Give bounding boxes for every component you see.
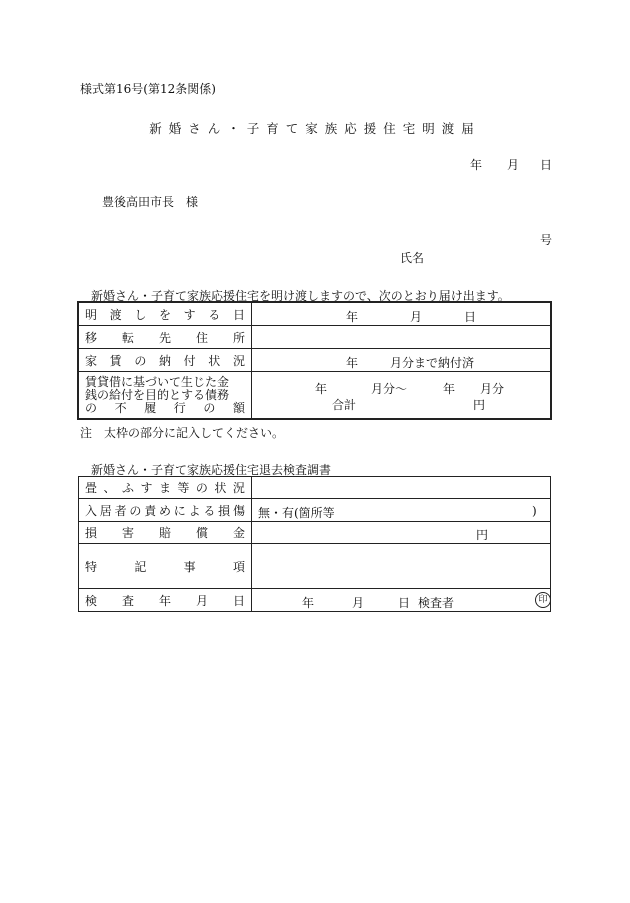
label-char: 日 xyxy=(232,593,245,608)
label-char: 畳 xyxy=(85,481,98,495)
label-char: 、 xyxy=(103,481,116,495)
inspection-title: 新婚さん・子育て家族応援住宅退去検査調書 xyxy=(91,463,332,477)
spread-label xyxy=(85,502,245,519)
label-char: 履 xyxy=(144,400,157,415)
label-char: の xyxy=(203,400,216,415)
label-char: 住 xyxy=(195,330,208,345)
label-char: 先 xyxy=(158,330,171,345)
label-char: 明 xyxy=(85,307,98,322)
spread-label xyxy=(85,558,245,575)
tatami-status-field[interactable] xyxy=(252,477,551,499)
label-char: 害 xyxy=(121,526,134,540)
label-char: し xyxy=(134,307,147,322)
debt-month-from-label: 月分～ xyxy=(371,382,408,396)
label-char: 査 xyxy=(121,593,134,608)
label-char: よ xyxy=(188,503,201,518)
inspection-date-label xyxy=(79,589,252,612)
debt-month-to-label: 月分 xyxy=(480,382,505,396)
label-char: 家 xyxy=(85,353,98,368)
label-char: 入 xyxy=(85,503,98,518)
spread-label xyxy=(85,479,245,496)
damage-choice-text: 無・有(箇所等 xyxy=(258,506,335,520)
label-char: 項 xyxy=(232,559,245,574)
debt-label-line3 xyxy=(85,402,245,415)
label-char: 責 xyxy=(144,503,157,518)
remarks-label xyxy=(79,544,252,589)
label-char: す xyxy=(140,481,153,495)
table-row xyxy=(79,589,551,612)
inspection-year-label: 年 xyxy=(302,596,315,610)
table-row xyxy=(79,303,551,326)
label-char: 状 xyxy=(208,353,221,368)
table-row xyxy=(79,477,551,499)
table-row xyxy=(79,544,551,589)
label-char: 渡 xyxy=(109,307,122,322)
date-month-label: 月 xyxy=(507,158,520,172)
debt-total-label: 合計 xyxy=(332,398,357,412)
tatami-status-label xyxy=(79,477,252,499)
label-char: る xyxy=(203,503,216,518)
label-char: に xyxy=(173,503,186,518)
label-char: の xyxy=(85,400,98,415)
damage-field[interactable] xyxy=(252,499,551,522)
document-title: 新婚さん・子育て家族応援住宅明渡届 xyxy=(149,121,481,136)
spread-label xyxy=(85,329,245,346)
spread-label xyxy=(85,352,245,369)
table-row xyxy=(79,372,551,419)
label-char: 年 xyxy=(158,593,171,608)
damage-close-paren: ) xyxy=(532,504,537,518)
label-char: る xyxy=(208,307,221,322)
debt-label xyxy=(79,372,252,419)
label-char: 況 xyxy=(232,481,245,495)
table-row xyxy=(79,349,551,372)
label-char: 等 xyxy=(177,481,190,495)
compensation-label xyxy=(79,522,252,544)
applicant-name-label: 氏名 xyxy=(400,251,425,265)
label-char: 月 xyxy=(195,593,208,608)
date-year-label: 年 xyxy=(470,158,483,172)
table-row xyxy=(79,499,551,522)
label-char: 納 xyxy=(158,353,171,368)
inspector-label: 検査者 xyxy=(418,596,455,610)
rent-paid-text: 月分まで納付済 xyxy=(390,356,475,370)
label-char: 償 xyxy=(195,526,208,540)
rent-status-label xyxy=(79,349,252,372)
compensation-field[interactable] xyxy=(252,522,551,544)
label-char: 賃 xyxy=(109,353,122,368)
label-char: 特 xyxy=(85,559,98,574)
label-char: 付 xyxy=(183,353,196,368)
date-day-label: 日 xyxy=(540,158,553,172)
label-char: 損 xyxy=(85,526,98,540)
debt-yen-label: 円 xyxy=(473,398,486,412)
label-char: め xyxy=(158,503,171,518)
inspection-table xyxy=(78,476,551,612)
form-number: 様式第16号(第12条関係) xyxy=(80,82,216,96)
label-char: 日 xyxy=(232,307,245,322)
table-row xyxy=(79,522,551,544)
label-char: 移 xyxy=(85,330,98,345)
remarks-field[interactable] xyxy=(252,544,551,589)
intro-text: 新婚さん・子育て家族応援住宅を明け渡しますので、次のとおり届け出ます。 xyxy=(91,289,510,303)
label-char: 状 xyxy=(214,481,227,495)
label-char: の xyxy=(134,353,147,368)
label-char: 事 xyxy=(183,559,196,574)
label-char: 検 xyxy=(85,593,98,608)
label-char: 者 xyxy=(114,503,127,518)
rent-year-label: 年 xyxy=(346,356,359,370)
label-char: 記 xyxy=(134,559,147,574)
seal-stamp-icon: 印 xyxy=(535,592,551,608)
damage-label xyxy=(79,499,252,522)
compensation-yen-label: 円 xyxy=(476,528,489,542)
label-char: 不 xyxy=(114,400,127,415)
label-char: ふ xyxy=(121,481,134,495)
vacate-date-field[interactable] xyxy=(252,303,551,326)
addressee: 豊後高田市長 様 xyxy=(102,195,199,209)
debt-label-line1: 賃貸借に基づいて生じた金 xyxy=(85,374,230,389)
label-char: の xyxy=(129,503,142,518)
debt-label-line2: 銭の給付を目的とする債務 xyxy=(85,387,230,402)
spread-label xyxy=(85,524,245,541)
label-char: 損 xyxy=(218,503,231,518)
label-char: 転 xyxy=(121,330,134,345)
label-char: 況 xyxy=(232,353,245,368)
new-address-label xyxy=(79,326,252,349)
label-char: 額 xyxy=(232,400,245,415)
note-text: 注 太枠の部分に記入してください。 xyxy=(80,426,285,440)
spread-label xyxy=(85,592,245,609)
spread-label xyxy=(85,306,245,323)
inspection-date-field[interactable] xyxy=(252,589,551,612)
label-char: 行 xyxy=(173,400,186,415)
vacate-date-label xyxy=(79,303,252,326)
label-char: 金 xyxy=(232,526,245,540)
debt-year2-label: 年 xyxy=(443,382,456,396)
new-address-field[interactable] xyxy=(252,326,551,349)
label-char: 賠 xyxy=(158,526,171,540)
debt-amount-field[interactable] xyxy=(252,372,551,419)
vacate-year-label: 年 xyxy=(346,310,359,324)
label-char: の xyxy=(195,481,208,495)
label-char: ま xyxy=(158,481,171,495)
vacate-notice-table xyxy=(78,302,551,419)
debt-year1-label: 年 xyxy=(315,382,328,396)
table-row xyxy=(79,326,551,349)
inspection-month-label: 月 xyxy=(352,596,365,610)
vacate-day-label: 日 xyxy=(464,310,477,324)
label-char: を xyxy=(158,307,171,322)
label-char: 居 xyxy=(99,503,112,518)
number-label: 号 xyxy=(540,233,553,247)
vacate-month-label: 月 xyxy=(410,310,423,324)
inspection-day-label: 日 xyxy=(398,596,411,610)
label-char: 所 xyxy=(232,330,245,345)
label-char: す xyxy=(183,307,196,322)
label-char: 傷 xyxy=(232,503,245,518)
rent-status-field[interactable] xyxy=(252,349,551,372)
